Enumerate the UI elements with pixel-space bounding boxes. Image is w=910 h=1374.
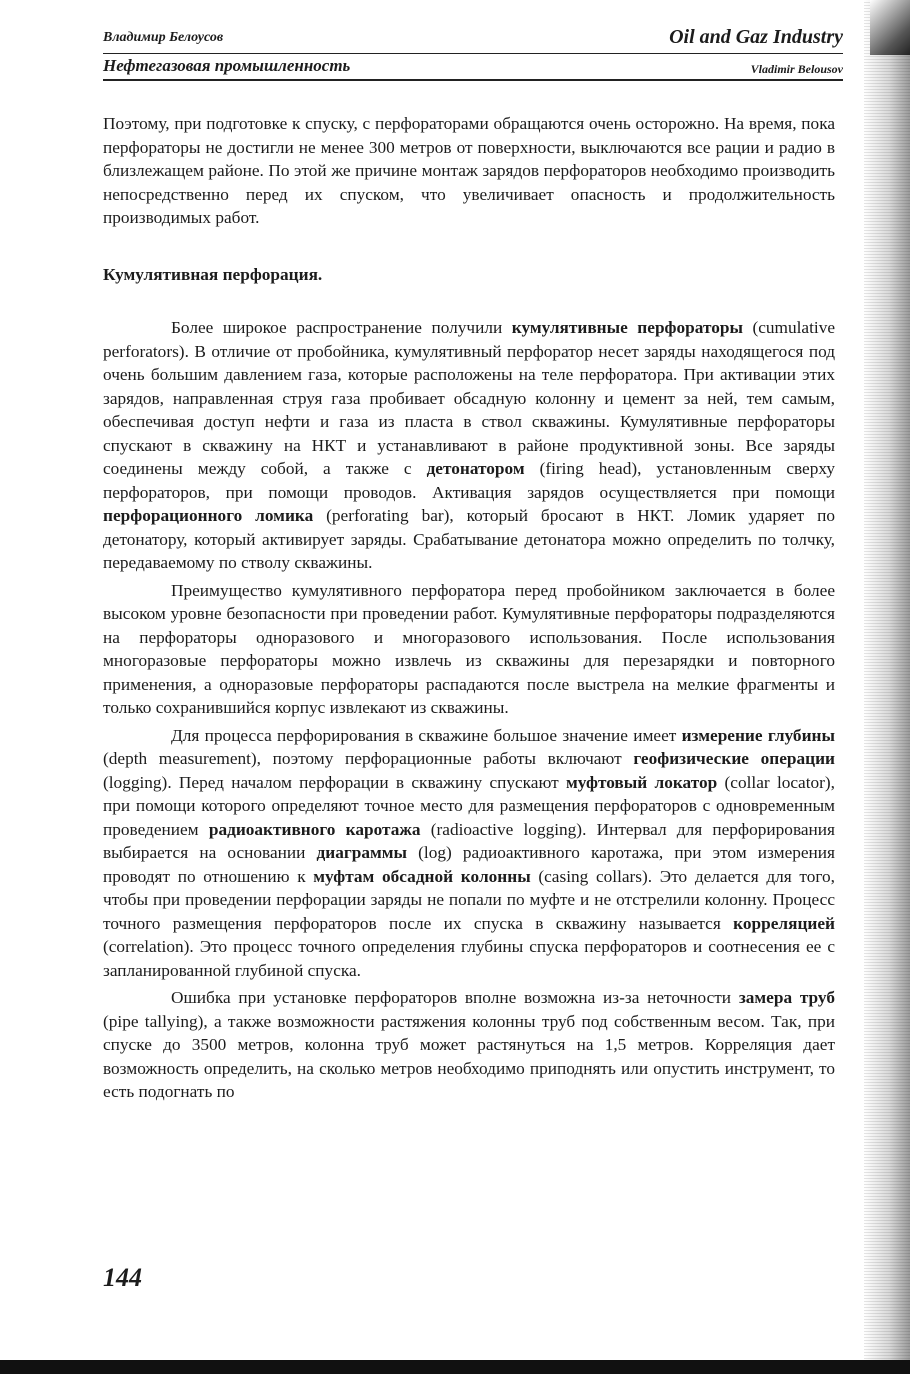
page-body: [103, 112, 835, 1104]
intro-paragraph: Поэтому, при подготовке к спуску, с перфораторами обращаются очень осторожно. На время, пока перфораторы не достигли не менее 300 метров от поверхности, выключаются все рации и радио в близлежащем районе. По этой же причине монтаж зарядов перфораторов необходимо производить непосредственно перед их спуском, что увеличивает опасность и продолжительность производимых работ.: [103, 114, 835, 227]
term-log: диаграммы: [316, 843, 407, 862]
term-pipe-tallying: замера труб: [738, 988, 835, 1007]
header-rule-thick: [103, 79, 843, 81]
term-logging: геофизические операции: [633, 749, 835, 768]
header-rule-thin: [103, 53, 843, 54]
paragraph-depth-measurement: Для процесса перфорирования в скважине большое значение имеет измерение глубины (depth measurement), поэтому перфорационные работы включают геофизические операции (logging). Перед началом перфорации в скважину спускают муфтовый локатор (collar locator), при помощи которого определяют точное место для размещения перфораторов с одновременным проведением радиоактивного каротажа (radioactive logging). Интервал для перфорирования выбирается на основании диаграммы (log) радиоактивного каротажа, при этом измерения проводят по отношению к муфтам обсадной колонны (casing collars). Это делается для того, чтобы при проведении перфорации заряды не попали по муфте и не отстрелили колонну. Процесс точного размещения перфораторов после их спуска в скважину называется корреляцией (correlation). Это процесс точного определения глубины спуска перфораторов и соотнесения ее с запланированной глубиной спуска.: [103, 725, 836, 980]
scan-edge-shadow: [864, 0, 910, 1374]
term-casing-collars: муфтам обсадной колонны: [313, 866, 531, 886]
page-number: 144: [103, 1263, 142, 1292]
scan-bottom-bar: [0, 1360, 910, 1374]
term-perforating-bar: перфорационного ломика: [103, 506, 314, 525]
paragraph-advantages: Преимущество кумулятивного перфоратора перед пробойником заключается в более высоком уровне безопасности при проведении работ. Кумулятивные перфораторы подразделяются на перфораторы одноразового и многоразового использования. После использования многоразовые перфораторы можно извлечь из скважины для перезарядки и повторного применения, а одноразовые перфораторы распадаются после выстрела на мелкие фрагменты и только сохранившийся корпус извлекают из скважины.: [103, 580, 835, 717]
scan-corner-mark: [870, 0, 910, 55]
header-title-ru: Нефтегазовая промышленность: [103, 56, 351, 75]
running-header: [103, 26, 843, 82]
term-depth-measurement: измерение глубины: [681, 725, 835, 745]
term-radioactive-logging: радиоактивного каротажа: [208, 819, 421, 839]
header-author-en: Vladimir Belousov: [750, 62, 843, 76]
term-correlation: корреляцией: [733, 913, 835, 933]
term-detonator: детонатором: [426, 459, 525, 478]
header-title-en: Oil and Gaz Industry: [669, 26, 843, 48]
term-collar-locator: муфтовый локатор: [566, 772, 718, 792]
header-author-ru: Владимир Белоусов: [103, 30, 224, 45]
paragraph-cumulative-intro: Более широкое распространение получили кумулятивные перфораторы (cumulative perforators). В отличие от пробойника, кумулятивный перфоратор несет заряды находящегося под очень большим давлением газа, которые расположены на теле перфоратора. При активации этих зарядов, направленная струя газа пробивает обсадную колонну и цемент за ней, тем самым, обеспечивая доступ нефти и газа из пласта в ствол скважины. Кумулятивные перфораторы спускают в скважину на НКТ и устанавливают в районе продуктивной зоны. Все заряды соединены между собой, а также с детонатором (firing head), установленным сверху перфораторов, при помощи проводов. Активация зарядов осуществляется при помощи перфорационного ломика (perforating bar), который бросают в НКТ. Ломик ударяет по детонатору, который активирует заряды. Срабатывание детонатора можно определить по толчку, передаваемому по стволу скважины.: [103, 318, 836, 572]
section-title: Кумулятивная перфорация.: [103, 264, 323, 284]
term-cumulative-perforators: кумулятивные перфораторы: [511, 318, 743, 337]
paragraph-pipe-tallying: Ошибка при установке перфораторов вполне возможна из-за неточности замера труб (pipe tallying), а также возможности растяжения колонны труб под собственным весом. Так, при спуске до 3500 метров, колонна труб может растянуться на 1,5 метров. Корреляция дает возможность определить, на сколько метров необходимо приподнять или опустить инструмент, то есть подогнать по: [103, 988, 835, 1101]
